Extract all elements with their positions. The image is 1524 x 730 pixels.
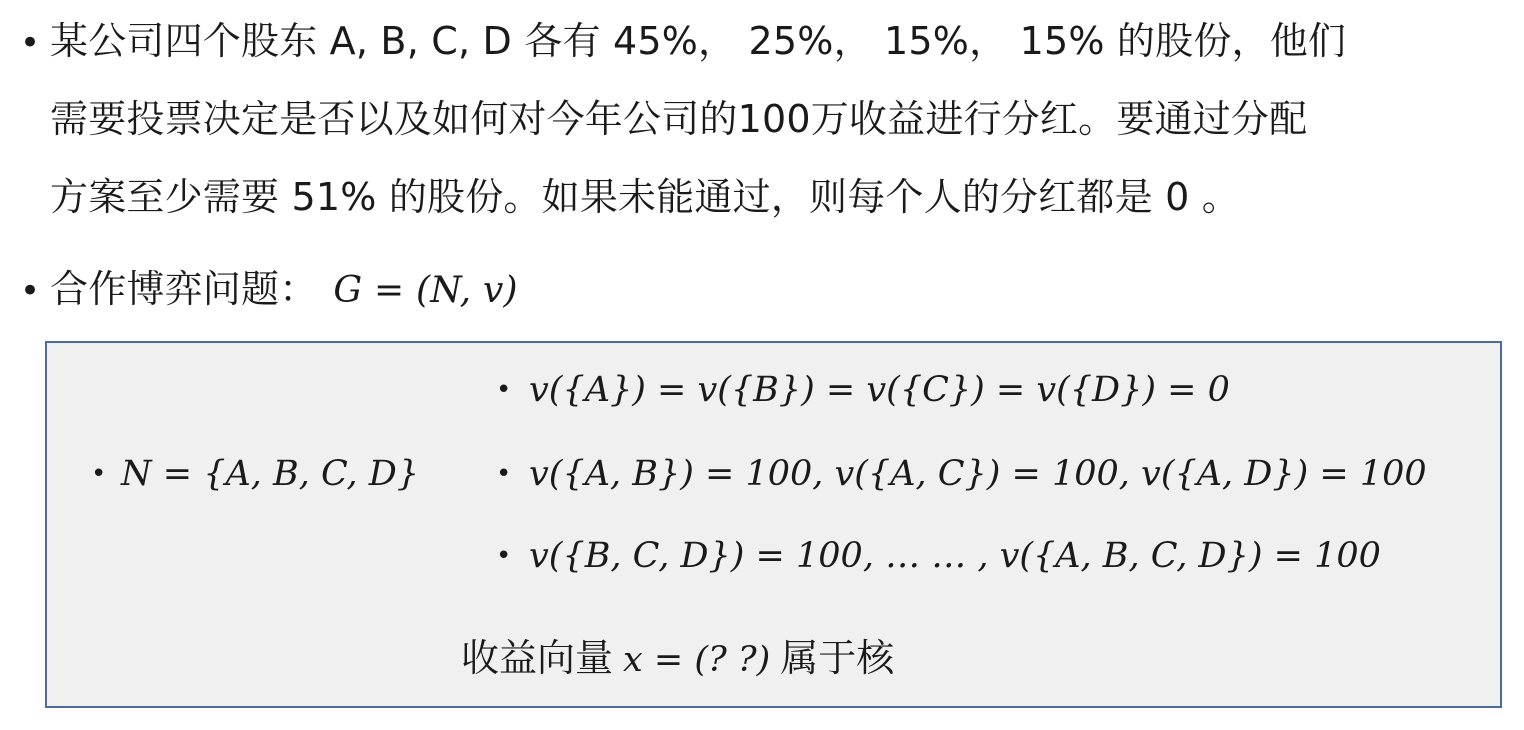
core-question [461,636,895,680]
game-label: 合作博弈问题： [50,267,318,311]
players-set: N = {A, B, C, D} [121,454,420,494]
game-heading-line [50,267,518,311]
bullet-dot: • [20,271,41,311]
game-formula: G = (N, v) [333,270,518,311]
bullet-dot: • [496,459,512,489]
value-function-line-1: v({A}) = v({B}) = v({C}) = v({D}) = 0 [529,370,1230,410]
definition-panel [45,341,1502,708]
question-suffix: 属于核 [780,636,895,680]
problem-line-1: 某公司四个股东 A, B, C, D 各有 45%， 25%， 15%， 15% 的股份，他们 [50,19,1347,63]
bullet-dot: • [91,459,107,489]
payoff-vector: x = (? ?) [623,640,771,680]
question-prefix: 收益向量 [461,636,614,680]
problem-line-3: 方案至少需要 51% 的股份。如果未能通过，则每个人的分红都是 0 。 [50,175,1240,219]
bullet-dot: • [20,23,41,63]
bullet-dot: • [496,375,512,405]
bullet-dot: • [496,541,512,571]
problem-line-2: 需要投票决定是否以及如何对今年公司的100万收益进行分红。要通过分配 [50,97,1308,141]
value-function-line-2: v({A, B}) = 100, v({A, C}) = 100, v({A, D}) = 100 [529,454,1427,494]
value-function-line-3: v({B, C, D}) = 100, … … , v({A, B, C, D}) = 100 [529,536,1381,576]
